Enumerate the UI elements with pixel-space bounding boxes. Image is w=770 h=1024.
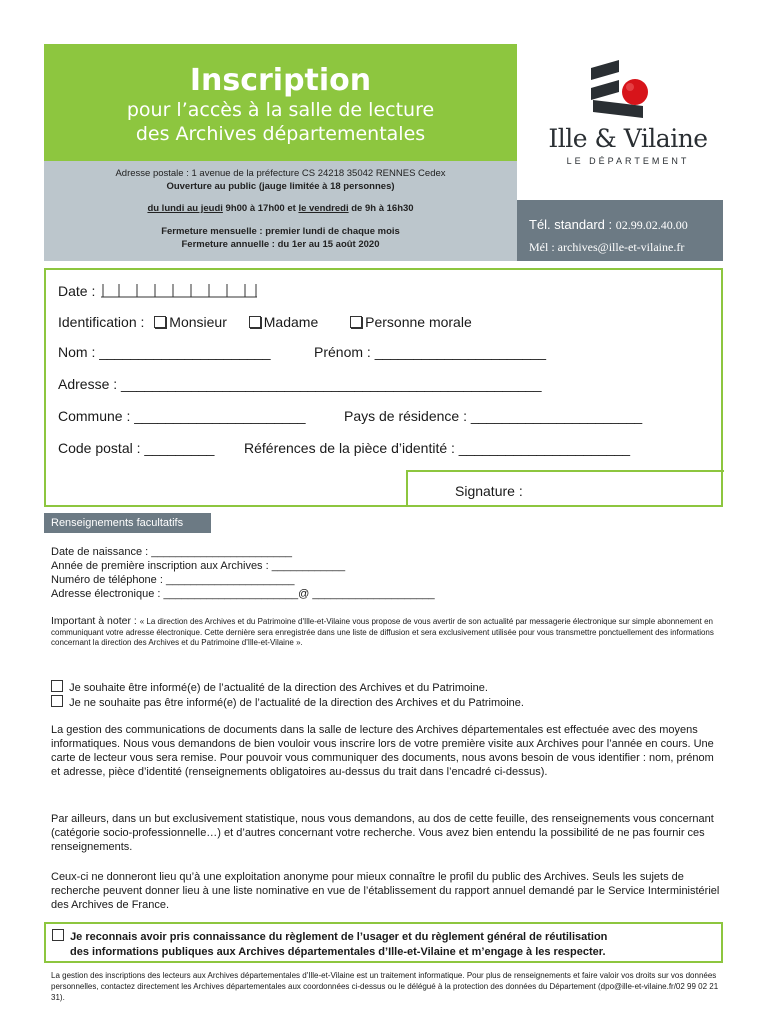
references-field[interactable]: Références de la pièce d’identité : ______________________ bbox=[244, 440, 631, 456]
page-title: Inscription bbox=[189, 63, 372, 98]
closing-monthly: Fermeture mensuelle : premier lundi de chaque mois bbox=[161, 226, 400, 237]
commune-field[interactable]: Commune : ______________________ bbox=[58, 408, 306, 424]
signature-label: Signature : bbox=[455, 483, 523, 499]
checkbox-icon[interactable] bbox=[154, 316, 166, 328]
paragraph-anonymous: Ceux-ci ne donneront lieu qu’à une exploitation anonyme pour mieux connaître le profil du public des Archives. Seuls les sujets de recherche peuvent donner lieu à une liste nominative en vue de l’établissement du rapport annuel demandé par le Service Interministériel des Archives de France. bbox=[51, 871, 720, 911]
email-field[interactable]: Adresse électronique : ______________________@ ____________________ bbox=[51, 588, 435, 600]
opening-hours bbox=[44, 202, 517, 215]
acceptance-line2: des informations publiques aux Archives départementales d’Ille-et-Vilaine et m’engage à les respecter. bbox=[70, 946, 606, 958]
opening-hours-2: de 9h à 16h30 bbox=[348, 203, 414, 214]
newsletter-choices bbox=[51, 680, 524, 710]
identification-row bbox=[58, 314, 472, 330]
email-label: Mél : bbox=[529, 240, 558, 254]
phone-number: 02.99.02.40.00 bbox=[615, 218, 688, 232]
choice-subscribe[interactable]: Je souhaite être informé(e) de l’actualité de la direction des Archives et du Patrimoine. bbox=[51, 680, 524, 695]
contact-box bbox=[517, 200, 723, 261]
privacy-footer: La gestion des inscriptions des lecteurs aux Archives départementales d'Ille-et-Vilaine est un traitement informatique. Pour plus de renseignements et faire valoir vos droits sur vos données personnelles, contactez directement les Archives départementales aux coordonnées ci-dessus ou le délégué à la protection des données du Département (dpo@ille-et-vilaine.fr/02 99 02 21 31). bbox=[51, 971, 719, 1002]
option-personne-morale[interactable]: Personne morale bbox=[350, 314, 472, 330]
choice-unsubscribe[interactable]: Je ne souhaite pas être informé(e) de l’actualité de la direction des Archives et du Patrimoine. bbox=[51, 695, 524, 710]
logo-name: Ille & Vilaine bbox=[548, 124, 708, 153]
option-madame[interactable]: Madame bbox=[249, 314, 318, 330]
optional-section-tab: Renseignements facultatifs bbox=[44, 513, 211, 533]
postal-address: Adresse postale : 1 avenue de la préfecture CS 24218 35042 RENNES Cedex bbox=[115, 168, 446, 179]
logo-department: LE DÉPARTEMENT bbox=[566, 156, 690, 166]
signature-box[interactable] bbox=[406, 470, 724, 507]
acceptance-box[interactable] bbox=[44, 922, 723, 963]
option-monsieur[interactable]: Monsieur bbox=[154, 314, 227, 330]
acceptance-line1: Je reconnais avoir pris connaissance du règlement de l’usager et du règlement général de réutilisation bbox=[52, 929, 721, 945]
identification-label: Identification : bbox=[58, 314, 145, 330]
date-field[interactable] bbox=[99, 282, 259, 298]
date-label: Date : bbox=[58, 283, 96, 299]
checkbox-icon[interactable] bbox=[249, 316, 261, 328]
header-title-block bbox=[44, 44, 517, 161]
paragraph-statistics: Par ailleurs, dans un but exclusivement statistique, nous vous demandons, au dos de cette feuille, des renseignements vous concernant (catégorie socio-professionnelle…) et d’autres concernant votre recherche. Vous avez bien entendu la possibilité de ne pas fournir ces renseignements. bbox=[51, 813, 714, 853]
prenom-field[interactable]: Prénom : ______________________ bbox=[314, 344, 546, 360]
code-postal-field[interactable]: Code postal : _________ bbox=[58, 440, 215, 456]
checkbox-icon[interactable] bbox=[350, 316, 362, 328]
checkbox-icon[interactable] bbox=[51, 695, 63, 707]
first-registration-field[interactable]: Année de première inscription aux Archives : ____________ bbox=[51, 560, 346, 572]
adresse-field[interactable]: Adresse : ______________________________________________________ bbox=[58, 376, 542, 392]
optional-fields bbox=[51, 545, 435, 601]
email-address: archives@ille-et-vilaine.fr bbox=[557, 240, 685, 254]
closing-annual: Fermeture annuelle : du 1er au 15 août 2020 bbox=[181, 239, 380, 250]
date-row bbox=[58, 282, 259, 299]
checkbox-icon[interactable] bbox=[51, 680, 63, 692]
important-text: « La direction des Archives et du Patrimoine d'Ille-et-Vilaine vous propose de vous avertir de son actualité par messagerie électronique sur simple abonnement en communiquant votre adresse électronique. Cette dernière sera enregistrée dans une liste de diffusion et sera exclusivement utilisée pour vous transmettre ponctuellement des informations concernant la direction des Archives et du Patrimoine d'Ille-et-Vilaine ». bbox=[51, 617, 714, 647]
ille-et-vilaine-logo-icon bbox=[533, 60, 723, 170]
opening-days-2: le vendredi bbox=[298, 203, 349, 214]
page-subtitle-line1: pour l’accès à la salle de lecture bbox=[126, 99, 435, 121]
opening-days-1: du lundi au jeudi bbox=[147, 203, 223, 214]
checkbox-icon[interactable] bbox=[52, 929, 64, 941]
pays-field[interactable]: Pays de résidence : ______________________ bbox=[344, 408, 643, 424]
identification-form bbox=[44, 268, 723, 507]
opening-hours-1: 9h00 à 17h00 et bbox=[222, 203, 299, 214]
important-note bbox=[51, 616, 721, 649]
phone-label: Tél. standard : bbox=[529, 217, 616, 232]
nom-field[interactable]: Nom : ______________________ bbox=[58, 344, 271, 360]
page-subtitle-line2: des Archives départementales bbox=[135, 123, 426, 145]
phone-line bbox=[529, 214, 723, 236]
email-line bbox=[529, 236, 723, 258]
phone-field[interactable]: Numéro de téléphone : _____________________ bbox=[51, 574, 295, 586]
birth-date-field[interactable]: Date de naissance : _______________________ bbox=[51, 546, 292, 558]
important-label: Important à noter : bbox=[51, 615, 140, 627]
opening-info-block bbox=[44, 161, 517, 261]
paragraph-data-usage: La gestion des communications de documents dans la salle de lecture des Archives départementales est effectuée avec des moyens informatiques. Nous vous demandons de bien vouloir vous inscrire lors de votre première visite aux Archives pour l’année en cours. Une carte de lecteur vous sera remise. Pour pouvoir vous communiquer des documents, nous avons besoin de vous identifier : nom, prénom et adresse, pièce d’identité (renseignements obligatoires au-dessus du trait dans l’encadré ci-dessus). bbox=[51, 724, 714, 778]
opening-capacity: Ouverture au public (jauge limitée à 18 personnes) bbox=[166, 181, 395, 192]
